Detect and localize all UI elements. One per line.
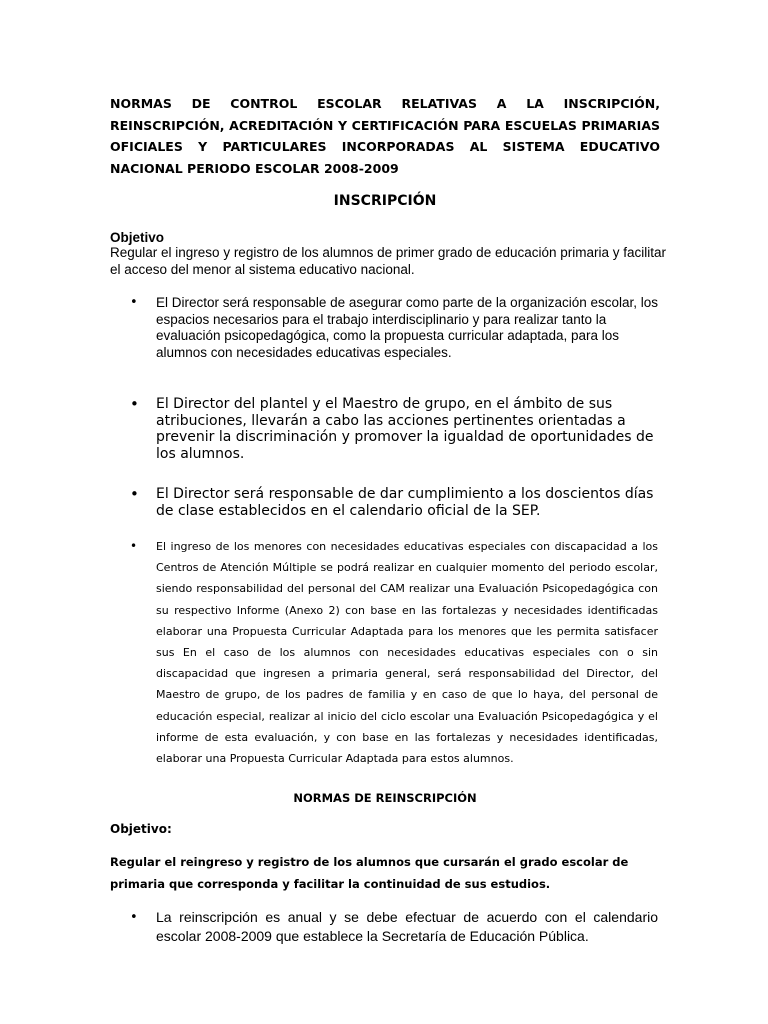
reinscripcion-heading: NORMAS DE REINSCRIPCIÓN	[293, 791, 477, 805]
list-item-text: La reinscripción es anual y se debe efectuar de acuerdo con el calendario escolar 2008-2009 que establece la Secretaría de Educación Pública.	[156, 909, 658, 944]
document-title: NORMAS DE CONTROL ESCOLAR RELATIVAS A LA INSCRIPCIÓN, REINSCRIPCIÓN, ACREDITACIÓN Y CERTIFICACIÓN PARA ESCUELAS PRIMARIAS OFICIALES Y PARTICULARES INCORPORADAS AL SISTEMA EDUCATIVO NACIONAL PERIODO ESCOLAR 2008-2009	[110, 96, 660, 176]
reinscripcion-objetivo-text: Regular el reingreso y registro de los alumnos que cursarán el grado escolar de primaria que corresponda y facilitar la continuidad de sus estudios.	[110, 855, 629, 891]
list-item-text: El Director será responsable de asegurar como parte de la organización escolar, los espacios necesarios para el trabajo interdisciplinario y para realizar tanto la evaluación psicopedagógica, como la propuesta curricular adaptada, para los alumnos con necesidades educativas especiales.	[156, 295, 659, 360]
inscripcion-objetivo-label: Objetivo	[110, 230, 165, 245]
bullet-icon: •	[130, 395, 139, 413]
reinscripcion-objetivo-label: Objetivo:	[110, 822, 172, 836]
list-item-text: El ingreso de los menores con necesidades educativas especiales con discapacidad a los Centros de Atención Múltiple se podrá realizar en cualquier momento del periodo escolar, siendo responsabilidad del personal del CAM realizar una Evaluación Psicopedagógica con su respectivo Informe (Anexo 2) con base en las fortalezas y necesidades identificadas elaborar una Propuesta Curricular Adaptada para los menores que les permita satisfacer sus En el caso de los alumnos con necesidades educativas especiales con o sin discapacidad que ingresen a primaria general, será responsabilidad del Director, del Maestro de grupo, de los padres de familia y en caso de que lo haya, del personal de educación especial, realizar al inicio del ciclo escolar una Evaluación Psicopedagógica y el informe de esta evaluación, y con base en las fortalezas y necesidades identificadas, elaborar una Propuesta Curricular Adaptada para estos alumnos.	[156, 540, 658, 766]
inscripcion-objetivo-text: Regular el ingreso y registro de los alumnos de primer grado de educación primaria y facilitar el acceso del menor al sistema educativo nacional.	[110, 245, 667, 277]
bullet-icon: •	[130, 295, 138, 310]
list-item-text: El Director será responsable de dar cumplimiento a los doscientos días de clase establecidos en el calendario oficial de la SEP.	[156, 486, 654, 519]
inscripcion-heading: INSCRIPCIÓN	[333, 193, 437, 209]
bullet-icon: •	[130, 910, 138, 925]
bullet-icon: •	[130, 539, 138, 553]
bullet-icon: •	[130, 485, 139, 503]
list-item-text: El Director del plantel y el Maestro de grupo, en el ámbito de sus atribuciones, llevarán a cabo las acciones pertinentes orientadas a prevenir la discriminación y promover la igualdad de oportunidades de los alumnos.	[156, 396, 654, 462]
